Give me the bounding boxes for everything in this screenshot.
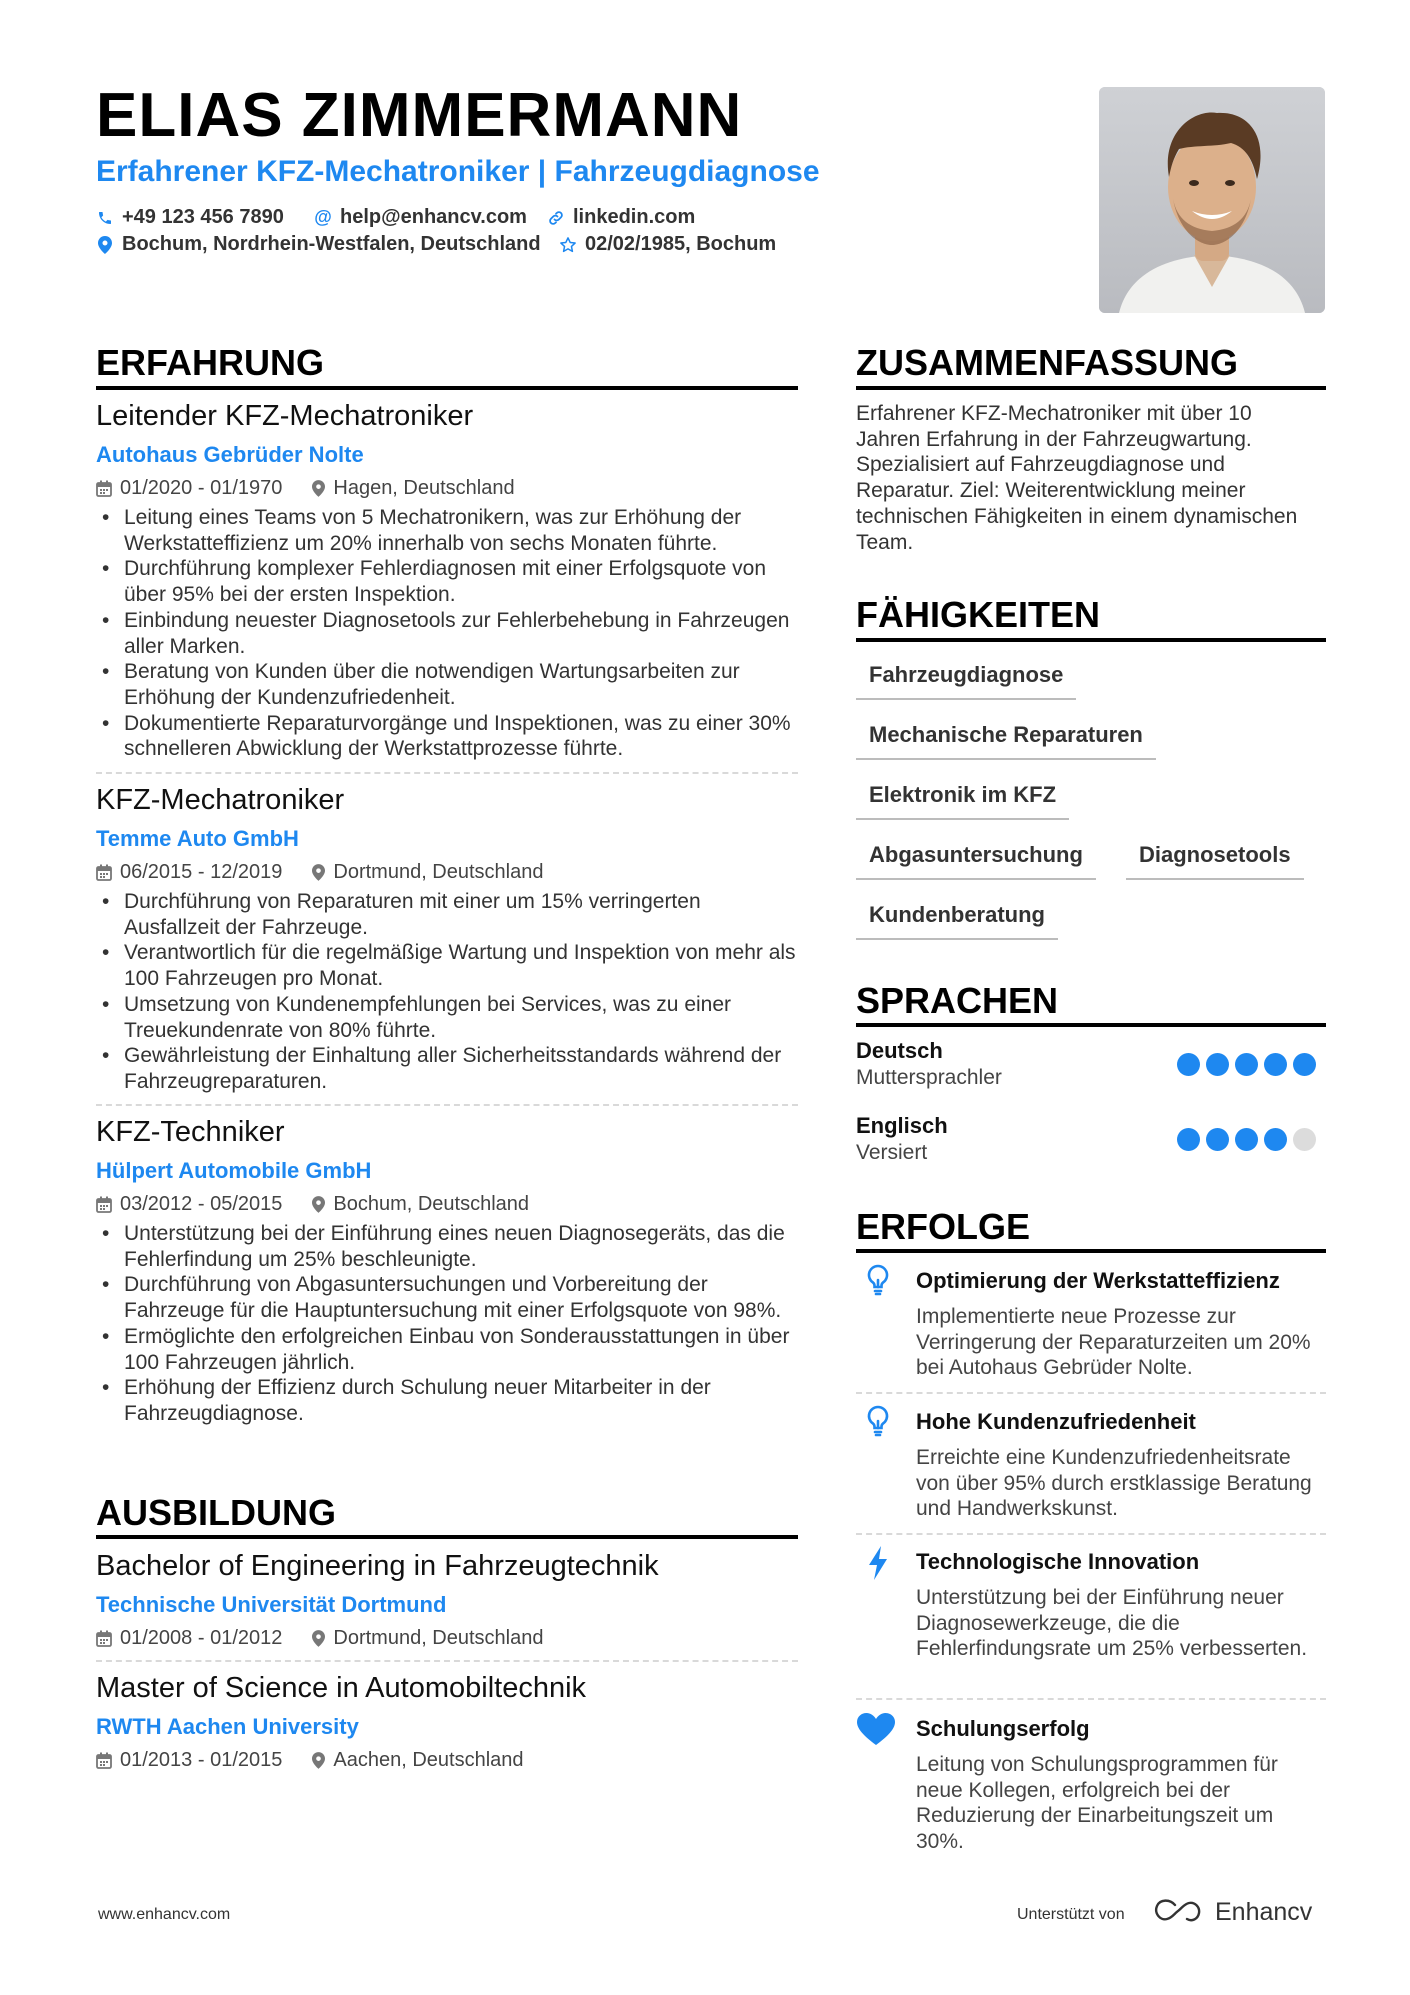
education-dates: 01/2013 - 01/2015 xyxy=(120,1749,283,1771)
education-location: Aachen, Deutschland xyxy=(333,1749,524,1771)
heart-icon xyxy=(856,1712,896,1746)
skills-heading: FÄHIGKEITEN xyxy=(856,594,1101,635)
calendar-icon xyxy=(96,1630,112,1647)
job-location: Bochum, Deutschland xyxy=(333,1193,530,1215)
phone-icon xyxy=(96,210,114,226)
language-level: Muttersprachler xyxy=(856,1066,1002,1089)
achievement-text: Implementierte neue Prozesse zur Verringerung der Reparaturzeiten um 20% bei Autohaus Gebrüder Nolte. xyxy=(916,1305,1311,1380)
contact-phone xyxy=(96,206,284,229)
job-title: Leitender KFZ-Mechatroniker xyxy=(96,400,474,432)
achievement-text: Leitung von Schulungsprogrammen für neue Kollegen, erfolgreich bei der Reduzierung der Einarbeitungszeit um 30%. xyxy=(916,1753,1278,1854)
phone-text: +49 123 456 7890 xyxy=(122,206,284,228)
job-company: Hülpert Automobile GmbH xyxy=(96,1158,372,1183)
rating-dot-filled xyxy=(1206,1128,1229,1151)
job-company: Temme Auto GmbH xyxy=(96,826,299,851)
rating-dot-filled xyxy=(1264,1053,1287,1076)
location-pin-icon xyxy=(312,1196,325,1213)
job-bullets xyxy=(96,505,796,762)
location-pin-icon xyxy=(312,480,325,497)
bullet-item: • Durchführung komplexer Fehlerdiagnosen mit einer Erfolgsquote von über 95% bei der ersten Inspektion. xyxy=(96,556,796,607)
achievements-heading: ERFOLGE xyxy=(856,1206,1031,1247)
experience-rule xyxy=(96,386,798,390)
location-pin-icon xyxy=(96,236,114,254)
achievement-title: Hohe Kundenzufriedenheit xyxy=(916,1409,1196,1434)
bullet-item: • Leitung eines Teams von 5 Mechatronikern, was zur Erhöhung der Werkstatteffizienz um 20% innerhalb von sechs Monaten führte. xyxy=(96,505,796,556)
contact-email[interactable] xyxy=(314,206,527,229)
rating-dot-filled xyxy=(1264,1128,1287,1151)
enhancv-logo-icon xyxy=(1153,1897,1203,1930)
achievement-title: Schulungserfolg xyxy=(916,1716,1090,1741)
job-dates: 06/2015 - 12/2019 xyxy=(120,861,283,883)
contact-birth xyxy=(559,233,776,256)
summary-text: Erfahrener KFZ-Mechatroniker mit über 10 Jahren Erfahrung in der Fahrzeugwartung. Spezialisiert auf Fahrzeugdiagnose und Reparatur. Ziel: Weiterentwicklung meiner technischen Fähigkeiten in einem dynamischen Team. xyxy=(856,402,1298,554)
birth-text: 02/02/1985, Bochum xyxy=(585,233,777,255)
divider xyxy=(856,1533,1326,1535)
languages-heading: SPRACHEN xyxy=(856,980,1059,1021)
summary-rule xyxy=(856,386,1326,390)
education-location: Dortmund, Deutschland xyxy=(333,1627,544,1649)
bullet-item: • Unterstützung bei der Einführung eines neuen Diagnosegeräts, das die Fehlerfindung um 25% beschleunigte. xyxy=(96,1221,796,1272)
rating-dot-filled xyxy=(1235,1053,1258,1076)
language-rating xyxy=(1177,1128,1316,1151)
achievement-text: Erreichte eine Kundenzufriedenheitsrate von über 95% durch erstklassige Beratung und Handwerkskunst. xyxy=(916,1446,1312,1521)
bullet-item: • Einbindung neuester Diagnosetools zur Fehlerbehebung in Fahrzeugen aller Marken. xyxy=(96,608,796,659)
job-title: KFZ-Mechatroniker xyxy=(96,784,345,816)
job-bullets xyxy=(96,1221,796,1427)
candidate-headline: Erfahrener KFZ-Mechatroniker | Fahrzeugdiagnose xyxy=(96,155,820,188)
divider xyxy=(96,1104,798,1106)
lightning-icon xyxy=(858,1546,898,1580)
link-icon xyxy=(547,209,565,227)
calendar-icon xyxy=(96,1196,112,1213)
languages-rule xyxy=(856,1023,1326,1027)
degree-title: Master of Science in Automobiltechnik xyxy=(96,1672,587,1704)
achievement-title: Technologische Innovation xyxy=(916,1549,1200,1574)
school-name: Technische Universität Dortmund xyxy=(96,1592,447,1617)
footer-powered-by: Unterstützt von xyxy=(1017,1906,1125,1923)
candidate-name: ELIAS ZIMMERMANN xyxy=(96,81,743,150)
education-rule xyxy=(96,1535,798,1539)
achievement-text: Unterstützung bei der Einführung neuer Diagnosewerkzeuge, die die Fehlerfindungsrate um 25% verbesserten. xyxy=(916,1586,1308,1661)
job-meta xyxy=(96,1193,529,1216)
location-pin-icon xyxy=(312,1752,325,1769)
skills-rule xyxy=(856,638,1326,642)
bullet-item: • Gewährleistung der Einhaltung aller Sicherheitsstandards während der Fahrzeugreparaturen. xyxy=(96,1043,796,1094)
job-location: Hagen, Deutschland xyxy=(333,477,515,499)
job-title: KFZ-Techniker xyxy=(96,1116,285,1148)
education-meta xyxy=(96,1749,524,1772)
job-location: Dortmund, Deutschland xyxy=(333,861,544,883)
divider xyxy=(96,772,798,774)
bullet-item: • Verantwortlich für die regelmäßige Wartung und Inspektion von mehr als 100 Fahrzeugen pro Monat. xyxy=(96,940,796,991)
divider xyxy=(856,1698,1326,1700)
linkedin-text[interactable]: linkedin.com xyxy=(573,206,696,228)
email-text[interactable]: help@enhancv.com xyxy=(340,206,527,228)
achievements-rule xyxy=(856,1249,1326,1253)
degree-title: Bachelor of Engineering in Fahrzeugtechnik xyxy=(96,1550,659,1582)
footer-url[interactable]: www.enhancv.com xyxy=(98,1906,231,1923)
bullet-item: • Erhöhung der Effizienz durch Schulung neuer Mitarbeiter in der Fahrzeugdiagnose. xyxy=(96,1375,796,1426)
profile-photo xyxy=(1099,87,1325,313)
rating-dot-filled xyxy=(1293,1053,1316,1076)
bullet-item: • Umsetzung von Kundenempfehlungen bei Services, was zu einer Treuekundenrate von 80% führte. xyxy=(96,992,796,1043)
summary-heading: ZUSAMMENFASSUNG xyxy=(856,342,1239,383)
rating-dot-filled xyxy=(1177,1053,1200,1076)
experience-heading: ERFAHRUNG xyxy=(96,342,325,383)
rating-dot-filled xyxy=(1235,1128,1258,1151)
skill-tag: Abgasuntersuchung xyxy=(856,842,1096,880)
divider xyxy=(856,1392,1326,1394)
calendar-icon xyxy=(96,480,112,497)
rating-dot-filled xyxy=(1177,1128,1200,1151)
contact-linkedin[interactable] xyxy=(547,206,695,229)
job-company: Autohaus Gebrüder Nolte xyxy=(96,442,364,467)
education-heading: AUSBILDUNG xyxy=(96,1492,336,1533)
rating-dot-empty xyxy=(1293,1128,1316,1151)
lightbulb-icon xyxy=(858,1405,898,1437)
job-dates: 03/2012 - 05/2015 xyxy=(120,1193,283,1215)
divider xyxy=(96,1660,798,1662)
bullet-item: • Durchführung von Abgasuntersuchungen und Vorbereitung der Fahrzeuge für die Hauptuntersuchung mit einer Erfolgsquote von 98%. xyxy=(96,1272,796,1323)
bullet-item: • Beratung von Kunden über die notwendigen Wartungsarbeiten zur Erhöhung der Kundenzufriedenheit. xyxy=(96,659,796,710)
location-text: Bochum, Nordrhein-Westfalen, Deutschland xyxy=(122,233,541,255)
job-meta xyxy=(96,477,515,500)
footer-brand: Enhancv xyxy=(1215,1898,1313,1926)
location-pin-icon xyxy=(312,1630,325,1647)
job-meta xyxy=(96,861,543,884)
contact-location xyxy=(96,233,541,256)
location-pin-icon xyxy=(312,864,325,881)
skill-tag: Kundenberatung xyxy=(856,902,1058,940)
job-bullets xyxy=(96,889,796,1095)
skill-tag: Fahrzeugdiagnose xyxy=(856,662,1076,700)
skill-tag: Diagnosetools xyxy=(1126,842,1304,880)
school-name: RWTH Aachen University xyxy=(96,1714,359,1739)
education-dates: 01/2008 - 01/2012 xyxy=(120,1627,283,1649)
star-icon xyxy=(559,236,577,254)
language-level: Versiert xyxy=(856,1141,928,1164)
calendar-icon xyxy=(96,864,112,881)
education-meta xyxy=(96,1627,543,1650)
bullet-item: • Ermöglichte den erfolgreichen Einbau von Sonderausstattungen in über 100 Fahrzeugen jährlich. xyxy=(96,1324,796,1375)
job-dates: 01/2020 - 01/1970 xyxy=(120,477,283,499)
achievement-title: Optimierung der Werkstatteffizienz xyxy=(916,1268,1280,1293)
language-name: Deutsch xyxy=(856,1038,943,1063)
rating-dot-filled xyxy=(1206,1053,1229,1076)
lightbulb-icon xyxy=(858,1264,898,1296)
skill-tag: Mechanische Reparaturen xyxy=(856,722,1156,760)
bullet-item: • Dokumentierte Reparaturvorgänge und Inspektionen, was zu einer 30% schnelleren Abwicklung der Werkstattprozesse führte. xyxy=(96,711,796,762)
language-name: Englisch xyxy=(856,1113,948,1138)
calendar-icon xyxy=(96,1752,112,1769)
bullet-item: • Durchführung von Reparaturen mit einer um 15% verringerten Ausfallzeit der Fahrzeuge. xyxy=(96,889,796,940)
at-icon: @ xyxy=(314,207,332,227)
language-rating xyxy=(1177,1053,1316,1076)
skill-tag: Elektronik im KFZ xyxy=(856,782,1069,820)
